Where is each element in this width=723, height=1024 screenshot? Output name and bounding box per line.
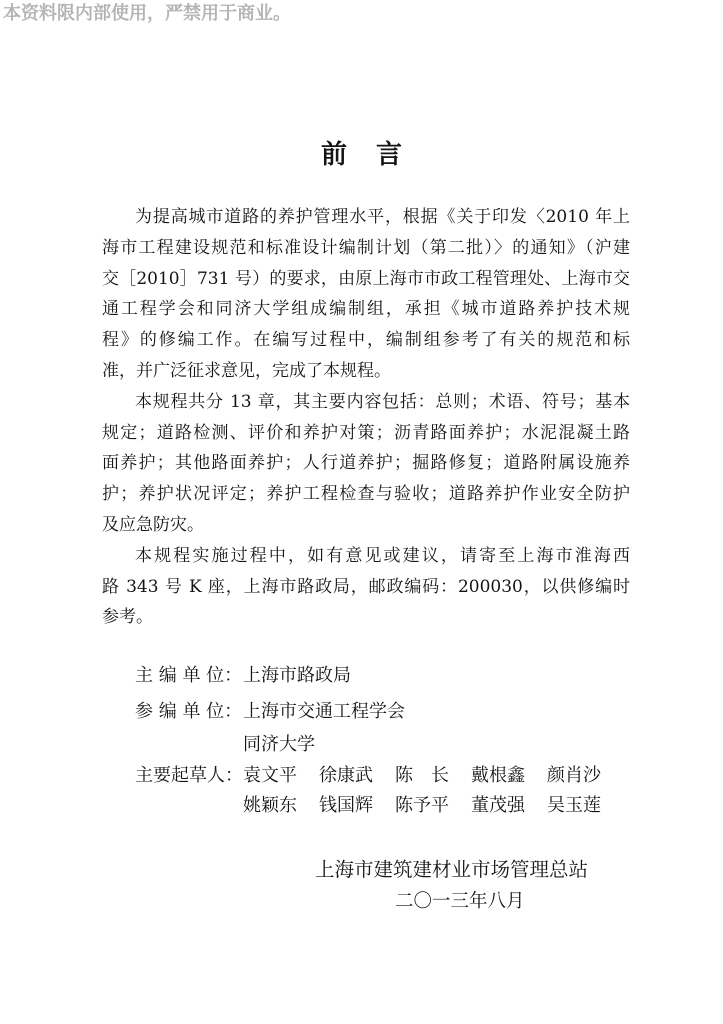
text-line: 参考。 bbox=[102, 607, 153, 628]
text-line: 为提高城市道路的养护管理水平，根据《关于印发〈2010 年上 bbox=[135, 207, 630, 227]
text-line: 本规程实施过程中，如有意见或建议，请寄至上海市淮海西 bbox=[135, 545, 630, 566]
issue-date: 二〇一三年八月 bbox=[395, 891, 525, 912]
drafter-name: 陈 长 bbox=[395, 765, 449, 786]
text-line: 交［2010］731 号）的要求，由原上海市市政工程管理处、上海市交 bbox=[102, 268, 630, 289]
text-line: 海市工程建设规范和标准设计编制计划（第二批）〉的通知》（沪建 bbox=[102, 237, 630, 258]
text-line: 护；养护状况评定；养护工程检查与验收；道路养护作业安全防护 bbox=[102, 484, 630, 505]
text-line: 面养护；其他路面养护；人行道养护；掘路修复；道路附属设施养 bbox=[102, 453, 630, 474]
text-line: 准，并广泛征求意见，完成了本规程。 bbox=[102, 360, 391, 381]
drafter-name: 钱国辉 bbox=[319, 795, 373, 816]
drafter-name: 徐康武 bbox=[319, 765, 373, 786]
text-line: 规定；道路检测、评价和养护对策；沥青路面养护；水泥混凝土路 bbox=[102, 422, 630, 443]
drafters-row bbox=[243, 792, 623, 820]
text-line: 本规程共分 13 章，其主要内容包括：总则；术语、符号；基本 bbox=[135, 391, 630, 412]
co-editor-value: 同济大学 bbox=[243, 734, 315, 755]
drafter-name: 袁文平 bbox=[243, 765, 297, 786]
drafters-row bbox=[243, 762, 623, 790]
text-line: 路 343 号 K 座，上海市路政局，邮政编码：200030，以供修编时 bbox=[102, 576, 630, 597]
chief-editor-value: 上海市路政局 bbox=[243, 665, 351, 686]
drafter-name: 戴根鑫 bbox=[471, 765, 525, 786]
text-line: 通工程学会和同济大学组成编制组，承担《城市道路养护技术规 bbox=[102, 299, 630, 320]
preface-title: 前 言 bbox=[320, 140, 403, 170]
paragraph bbox=[102, 202, 630, 387]
drafter-name: 姚颖东 bbox=[243, 795, 297, 816]
body-text bbox=[102, 202, 630, 633]
drafters-label: 主要起草人： bbox=[135, 765, 243, 786]
drafter-name: 陈予平 bbox=[395, 795, 449, 816]
co-editor-value: 上海市交通工程学会 bbox=[243, 701, 405, 722]
drafter-name: 董茂强 bbox=[471, 795, 525, 816]
paragraph bbox=[102, 387, 630, 541]
watermark: 本资料限内部使用，严禁用于商业。 bbox=[3, 3, 291, 24]
issuing-organization: 上海市建筑建材业市场管理总站 bbox=[315, 858, 589, 881]
text-line: 程》的修编工作。在编写过程中，编制组参考了有关的规范和标 bbox=[102, 330, 630, 351]
drafter-name: 颜肖沙 bbox=[547, 765, 601, 786]
chief-editor-label: 主 编 单 位： bbox=[135, 665, 243, 686]
co-editors-label: 参 编 单 位： bbox=[135, 701, 243, 722]
drafter-name: 吴玉莲 bbox=[547, 795, 601, 816]
text-line: 及应急防灾。 bbox=[102, 514, 204, 535]
paragraph bbox=[102, 541, 630, 633]
